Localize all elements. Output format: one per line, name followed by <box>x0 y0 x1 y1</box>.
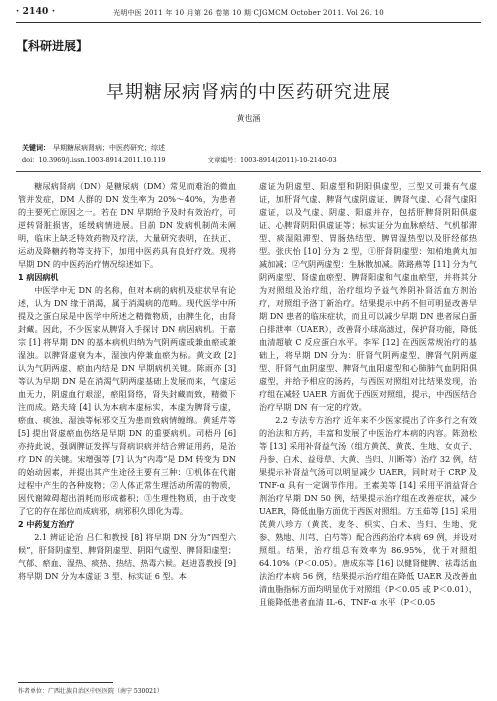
paragraph: 2.2 专法专方治疗 近年来不少医家提出了许多行之有效的治法和方药，丰富和发展了中医治疗本病的内容。陈劲松等 [13] 采用补肾益气汤（组方黄芪、黄芪、生地、女贞子、丹参、白术、益母草、大黄、当归、川断等）治疗 32 例，结果提示补肾益气汤可以明显减少 UAER，同时对于 CRP 及 TNF-α 具有一定调节作用。王素美等 [14] 采用平消益肾合剂治疗早期 DN 50 例，结果提示治疗组在改善症状，减少 UAER，降低血脂方面优于西医对照组。方玉茹等 [15] 采用芪黄八珍方（黄芪、麦冬、枳实、白术、当归、生地、党参、熟地、川芎、白芍等）配合西药治疗本病 69 例，并设对照组。结果，治疗组总有效率为 86.95%，优于对照组 64.10%（P＜0.05）。唐成东等 [16] 以健肾健脾、祛毒活血法治疗本病 56 例，结果提示治疗组在降低 UAER 及改善血清血脂指标方面均明显优于对照组（P＜0.05 或 P＜0.01），且能降低患者血清 IL-6、TNF-α 水平（P＜0.05 <box>259 415 478 607</box>
footnote: 作者单位：广西壮族自治区中医医院（南宁 530021） <box>18 688 163 695</box>
header-rule <box>16 22 481 23</box>
section-heading: 2 中药复方治疗 <box>18 520 75 529</box>
right-column <box>259 180 477 609</box>
abstract-rule <box>16 171 481 172</box>
journal-line: 光明中医 2011 年 10 月第 26 卷第 10 期 CJGMCM October 2011. Vol 26. 10 <box>113 9 384 17</box>
running-header <box>16 6 481 22</box>
article-title: 早期糖尿病肾病的中医药研究进展 <box>106 82 391 103</box>
author-name: 黄也涵 <box>236 114 261 123</box>
paragraph: 2.1 辨证论治 吕仁和教授 [8] 将早期 DN 分为“四型六候”，肝肾阴虚型、脾肾阴虚型、阴阳气虚型、脾肾阳虚型；气郁、瘀血、湿热、痰热、热结、热毒六候。赵进喜教授 [9] 将早期 DN 分为本虚证 3 型、标实证 6 型。本 <box>18 532 236 581</box>
article-id: 文章编号：1003-8914(2011)-10-2140-03 <box>207 156 337 164</box>
paragraph: 中医学中无 DN 的名称，但对本病的病机及症状早有论述，认为 DN 缘于消渴，属于消渴病的范畴。现代医学中所提及之蛋白尿是中医学中所述之精微物质，由脾生化，由肾封藏。因此，不少医家从脾肾入手探讨 DN 病因病机。于嘉宗 [1] 将早期 DN 的基本病机归纳为气阴两虚或兼血瘀或兼湿浊。以脾肾虚衰为本，湿浊内停兼血瘀为标。黄文政 [2] 认为气阴两虚、瘀血内结是 DN 早期病机关键。陈雨亦 [3] 等认为早期 DN 是在消渴气阴两虚基础上发展而来，气虚运血无力，阴虚血行艰涩，瘀阻肾络，肾失封藏而致，精微下注而成。路夫琦 [4] 认为本病本虚标实，本虚为脾肾亏虚，瘀血、痰浊、湿浊等标邪交互为患而致病情缠绵。黄延芹等 [5] 提出肾虚瘀血伤络是早期 DN 的重要病机。司梧丹 [6] 亦持此说，强调脾证发挥与肾病识病并结合辨证用药，是治疗 DN 的关键。宋增强等 [7] 认为“内毒”是 DM 转变为 DN 的始动因素，并提出其产生途径主要有三种：①机体在代谢过程中产生的各种废物；②人体正常生理活动所需的物质，因代谢障碍超出消耗而形成蓄积；③生理性物质，由于改变了它的存在部位而成病邪，病邪积久即化为毒。 <box>18 285 236 516</box>
keywords <box>22 143 165 153</box>
keywords-text: 早期糖尿病肾病；中医药研究；综述 <box>53 144 165 152</box>
doi-line <box>22 155 481 164</box>
paragraph: 虚证为阴虚型、阳虚型和阴阳俱虚型，三型又可兼有气虚证，加肝肾气虚、脾肾气虚阴虚证、脾肾气虚、心肾气虚阳虚证，以及气虚、阴虚、阳虚并存，包括肝脾肾阴阳俱虚证、心脾肾阴阳俱虚证等；标实证分为血脉瘀结、气机郁滞型、痰湿阻滞型、胃肠热结型、脾胃湿热型以及肝经郁热型。张庆怡 [10] 分为 2 型，①肝肾阴虚型：知柏地黄丸加减加减；②气阴两虚型：生脉散加减。陈路燕等 [11] 分为气阴两虚型、肾虚血瘀型、脾肾阳虚和气虚血瘀型，并将其分为对照组及治疗组，治疗组均予益气养阴补肾活血方剂治疗，对照组予洛丁新治疗。结果提示中药不但可明显改善早期 DN 患者的临床症状，而且可以减少早期 DN 患者尿白蛋白排泄率（UAER），改善肾小球高滤过，保护肾功能，降低血清超敏 C 反应蛋白水平。李军 [12] 在西医常规治疗的基础上，将早期 DN 分为：肝肾气阴两虚型、脾肾气阴两虚型、肝肾气血阴虚型、脾肾气血阳虚型和心肺肺气血阴阳俱虚型，并给予相应的汤药，与西医对照组对比结果发现，治疗组在减轻 UAER 方面优于西医对照组，提示，中西医结合治疗早期 DN 有一定的疗效。 <box>259 181 477 412</box>
left-column <box>18 180 236 583</box>
keywords-label: 关键词： <box>22 143 50 152</box>
doi: doi：10.3969/j.issn.1003-8914.2011.10.119 <box>22 156 166 164</box>
section-heading: 1 病因病机 <box>18 273 59 282</box>
paragraph: 糖尿病肾病（DN）是糖尿病（DM）常见而难治的微血管并发症，DM 人群的 DN 发生率为 20%～40%，为患者的主要死亡原因之一。若在 DN 早期给予及时有效治疗，可逆转肾脏损害，延缓病情进展。目前 DN 发病机制尚未阐明，临床上缺乏特效药物及疗法，大量研究表明，在扶正、运动及降糖药物等支持下，加用中医药具有良好疗效。现将早期 DN 的中医药治疗情况综述如下。 <box>18 181 236 269</box>
footnote-rule <box>18 682 113 683</box>
section-label: 【科研进展】 <box>16 39 89 53</box>
page-number: · 2140 · <box>16 7 56 17</box>
